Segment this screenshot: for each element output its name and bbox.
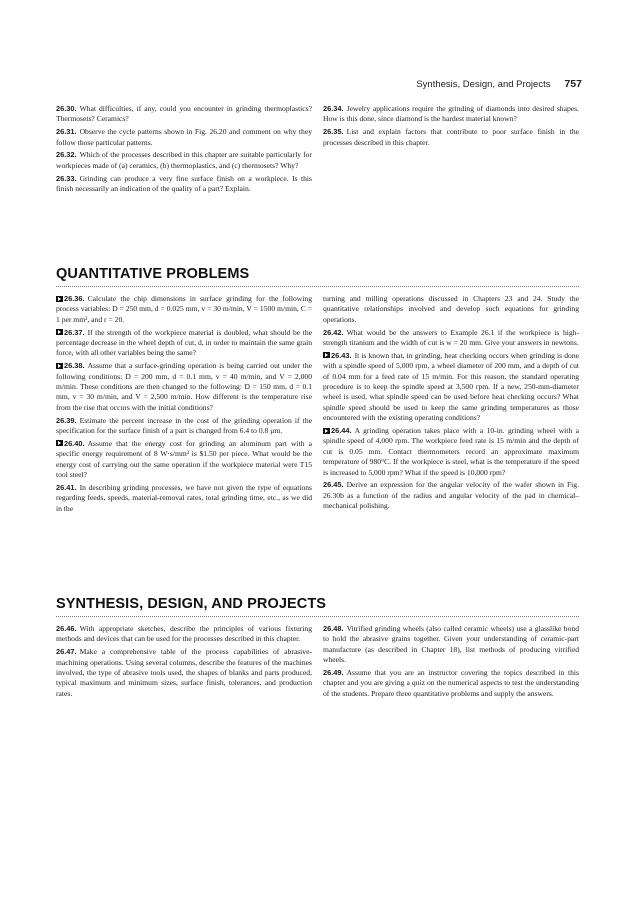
- problem-26-49: 26.49. Assume that you are an instructor covering the topics described in this chapter and you are giving a quiz on the numerical aspects to test the understanding of the students. Prepare three quantitative problems and supply the answers.: [323, 668, 579, 698]
- quantitative-heading: QUANTITATIVE PROBLEMS: [56, 266, 250, 282]
- problem-26-42: 26.42. What would be the answers to Example 26.1 if the workpiece is high-strength titanium and the width of cut is w = 20 mm. Give your answers in newtons.: [323, 327, 579, 348]
- computer-problem-icon: [323, 428, 330, 434]
- problem-26-46: 26.46. With appropriate sketches, describe the principles of various fixturing methods and devices that can be used for the processes described in this chapter.: [56, 624, 312, 644]
- problem-26-38: 26.38. Assume that a surface-grinding operation is being carried out under the following conditions: D = 200 mm, d = 0.1 mm, v = 40 m/min, and V = 2,000 m/min. These conditions are then changed to the following: D = 150 mm, d = 0.1 mm, v = 30 m/min, and V = 2,500 m/min. How different is the temperature rise from the rise that occurs with the initial conditions?: [56, 361, 312, 412]
- synthesis-left-column: [56, 624, 312, 702]
- problem-26-48: 26.48. Vitrified grinding wheels (also called ceramic wheels) use a glasslike bond to hold the abrasive grains together. Given your understanding of ceramic-part manufacture (as described in Chapter 18), list methods of producing vitrified wheels.: [323, 624, 579, 665]
- page-number: 757: [564, 78, 582, 90]
- problem-26-41: 26.41. In describing grinding processes, we have not given the type of equations regarding feeds, speeds, material-removal rates, total grinding time, etc., as we did in the: [56, 482, 312, 513]
- computer-problem-icon: [56, 329, 63, 335]
- problem-26-40: 26.40. Assume that the energy cost for grinding an aluminum part with a specific energy requirement of 8 W·s/mm³ is $1.50 per piece. What would be the energy cost of carrying out the same operation if the workpiece material were T15 tool steel?: [56, 438, 312, 480]
- synthesis-right-column: [323, 624, 579, 702]
- computer-problem-icon: [56, 440, 63, 446]
- problem-26-43: 26.43. It is known that, in grinding, heat checking occurs when grinding is done with a spindle speed of 5,000 rpm, a wheel diameter of 200 mm, and a depth of cut of 0.04 mm for a feed rate of 15 m/min. For this reason, the standard operating procedure is to keep the spindle speed at 3,500 rpm. If a new, 250-mm-diameter wheel is used, what spindle speed can be used before heat checking occurs? What spindle speed should be used to keep the same grinding temperatures as those encountered with the existing operating conditions?: [323, 350, 579, 423]
- computer-problem-icon: [56, 296, 63, 302]
- top-left-column: [56, 104, 312, 197]
- quantitative-right-column: [323, 294, 579, 516]
- section-divider: [56, 616, 579, 617]
- problem-26-31: 26.31. Observe the cycle patterns shown in Fig. 26.20 and comment on why they follow those particular patterns.: [56, 127, 312, 147]
- computer-problem-icon: [323, 352, 330, 358]
- problem-26-34: 26.34. Jewelry applications require the grinding of diamonds into desired shapes. How is this done, since diamond is the hardest material known?: [323, 104, 579, 124]
- problem-26-36: 26.36. Calculate the chip dimensions in surface grinding for the following process variables: D = 250 mm, d = 0.025 mm, v = 30 m/min, V = 1500 m/min, C = 1 per mm², and r = 20.: [56, 294, 312, 324]
- running-head-title: Synthesis, Design, and Projects: [416, 79, 551, 90]
- synthesis-problems: [56, 624, 579, 702]
- top-problems: [56, 104, 579, 197]
- problem-26-32: 26.32. Which of the processes described in this chapter are suitable particularly for workpieces made of (a) ceramics, (b) thermoplastics, and (c) thermosets? Why?: [56, 150, 312, 170]
- problem-26-30: 26.30. What difficulties, if any, could you encounter in grinding thermoplastics? Thermosets? Ceramics?: [56, 104, 312, 124]
- synthesis-heading: SYNTHESIS, DESIGN, AND PROJECTS: [56, 596, 327, 612]
- problem-26-39: 26.39. Estimate the percent increase in the cost of the grinding operation if the specification for the surface finish of a part is changed from 6.4 to 0.8 μm.: [56, 415, 312, 436]
- quantitative-left-column: [56, 294, 312, 516]
- problem-26-45: 26.45. Derive an expression for the angular velocity of the wafer shown in Fig. 26.30b as a function of the radius and angular velocity of the pad in chemical–mechanical polishing.: [323, 480, 579, 511]
- quantitative-problems: [56, 294, 579, 516]
- top-right-column: [323, 104, 579, 197]
- running-head: [416, 78, 582, 90]
- problem-26-44: 26.44. A grinding operation takes place with a 10-in. grinding wheel with a spindle speed of 4,000 rpm. The workpiece feed rate is 15 m/min and the depth of cut is 0.05 mm. Contact thermometers record an approximate maximum temperature of 980°C. If the workpiece is steel, what is the temperature if the speed is increased to 5,000 rpm? What if the speed is 10,000 rpm?: [323, 426, 579, 477]
- problem-26-47: 26.47. Make a comprehensive table of the process capabilities of abrasive-machining operations. Using several columns, describe the features of the machines involved, the type of abrasive tools used, the shapes of blanks and parts produced, typical maximum and minimum sizes, surface finish, tolerances, and production rates.: [56, 647, 312, 698]
- problem-26-33: 26.33. Grinding can produce a very fine surface finish on a workpiece. Is this finish necessarily an indication of the quality of a part? Explain.: [56, 173, 312, 194]
- problem-26-41-continued: turning and milling operations discussed in Chapters 23 and 24. Study the quantitative relationships involved and develop such equations for grinding operations.: [323, 294, 579, 324]
- computer-problem-icon: [56, 363, 63, 369]
- section-divider: [56, 286, 579, 287]
- problem-26-35: 26.35. List and explain factors that contribute to poor surface finish in the processes described in this chapter.: [323, 127, 579, 147]
- problem-26-37: 26.37. If the strength of the workpiece material is doubled, what should be the percentage decrease in the wheel depth of cut, d, in order to maintain the same grain force, with all other variables being the same?: [56, 327, 312, 358]
